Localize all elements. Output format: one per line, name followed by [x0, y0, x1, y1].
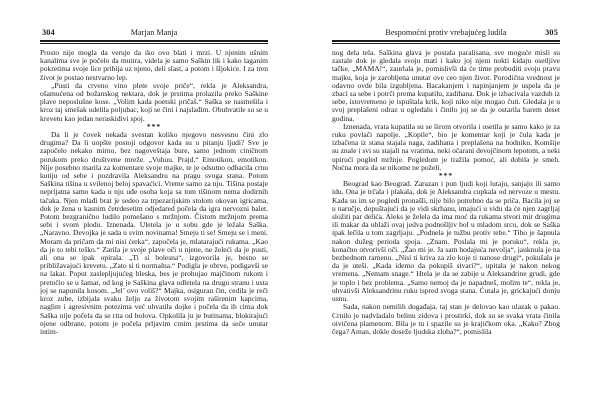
header-rule-left — [40, 40, 268, 44]
header-rule-right — [332, 40, 560, 44]
running-header-right: Bespomoćni protiv vrebajućeg ludila — [385, 28, 507, 37]
paragraph: Prosto nije mogla da veruje da iko ovo blati i mrzi. U njenim ušnim kanalima sve je počelo da mutira, videla je samo Saškin lik i kako laganim pokretima svoje lice pribija uz njeno, deli slast, a potom i šljokice. I za tren život je postao nestvarno lep. — [40, 48, 268, 82]
paragraph: Iznenada, vrata kupatila su se širom otvorila i osetila je samo kako je za ruku povlači napolje. „Kopile“, bio je komentar koji je čula kada je izbačena iz stana stajala naga, zadihana i preplašena na hodniku. Komšije su znale i svi su stajali na vratima, neki očarani devojčinom lepotom, a neki upirući pogled mržnje. Pogledom je tražila pomoć, ali dobila je smeh. Noćna mora da se nikome ne poželi. — [332, 121, 560, 172]
paragraph: nog dela tela. Saškina glava je postala paralisana, sve moguće misli su zastale dok je gledala svoju mati i kako joj njeni nokti kidaju osetljive tačke. „MAMA!“, zaurlala je, pomislivši da će time probuditi svoju pravu majku, koja je zarobljena unutar ove ceo njen život. Porodična vrednost je odavno ovde bila izgubljena. Bacakanjem i napinjanjem je uspela da je zbaci sa sebe i potrči prema kupatilu, zadihana. Dok je izbacivala vazduh iz sebe, istovremeno je ispuštala krik, koji niko nije mogao čuti. Gledala je u svoj preplašeni odraz u ogledalu i činilo joj se da je ostarila barem deset godina. — [332, 48, 560, 123]
section-separator: *** — [438, 171, 454, 181]
paragraph: Da li je čovek nekada svestan koliko njegovo nesvesno čini zlo drugima? Da li uopšte postoji odgovor kada su u pitanju ljudi? Sve je započelo nekako mirno, bez nagoveštaja bure, samo jednom ciničnom porukom preko društvene mreže. „Vuhuu. Prajd.“ Emotikon, emotikon. Nije posebno marila za komentare svoje majke, te je odsutno odbacila crnu kutiju od sebe i pozdravila Aleksandru na pragu svoga stana. Potom Saškina tišina u svilenoj beloj spavaćici. Vreme samo za nju. Tišina postaje neprijatna samo kada u nju uđe osoba koja sa tom tišinom nema dodirnih tačaka. Njen mlađi brat je sedeo za trpezarijskim stolom okovan igricama, dok je žena u kasnim četrdesetim odjedared počela da igra nervozni balet. Potom bezgranično ludilo pomešano s mržnjom. Čistom mržnjom prema sebi i svom plodu. Iznenada. Uletela je u sobu gde je ležala Saška. „Naravno. Devojka je sada u svim novinama! Smeju ti se! Smeju se i meni. Moram da pričam da mi nisi ćerka“, započela je, mlatarajući rukama. „Kao da je to tebi teško.“ Zarila je svoje plave oči u njene, ne želeći da je pusti, ali ona se ipak opirala. „Ti si bolesna“, izgovorila je, besno se približavajući krevetu. „Zato si ti normalna.“ Podigla je obrve, podigavši se na lakat. Poput zaslepljujućeg bleska, bes je prohujao majčinom rukom i pretočio se u šamar, od kog je Saškina glava odletela na drugu stranu i usta joj se napunila kosom. „Jel’ ovo voliš?“ Majka, osiguran čin, cedila je reči kroz zube, izbijala svaku želju za životom svojim raširenim kapcima, naglim i agresivnim potezima već uhvatila dojke i počela da ih cima dok Saška nije počela da se rita od bolova. Opkolila ju je butinama, blokirajući njene odbrane, potom je počela prljavim crnim prstima da seče unutar intim- — [40, 130, 268, 336]
page-number-left: 304 — [42, 28, 55, 37]
page-header-right — [332, 27, 560, 38]
page-body-left — [40, 49, 268, 336]
page-right — [332, 27, 560, 336]
section-separator: *** — [146, 121, 162, 131]
paragraph: Beograd kao Beograd. Zarazan i pun ljudi koji lutaju, sanjaju ili samo idu. Ona je trčala i plakala, dok je Aleksandra cupkala od nervoze u mestu. Kada su im se pogledi pronašli, nije bilo potrebno da se priča. Bacila joj se u naručje, dopuštajući da je vidi skrhanu, imajući u vidu da će njen zagrljaj složiti par delića. Aleks je želela da ima moć da rukama stvori mir drugima ili makar da ublaži ovaj jedva podnošljiv bol u mladom srcu, dok se Saška ipak lečila u tom zagrljaju. „Podnela je tužbu protiv tebe.“ Tiho je šapnula nakon dužeg perioda spoja. „Znam. Poslala mi je poruku“, rekla je, konačno otvorivši oči. „Žao mi je. Ja sam hodajuća nevolja“, jauknula je na bezbednom ramenu. „Nisi ti kriva za zlo koje ti nanose drugi“, pokušala je da je uteši. „Kada idemo da pokupiš stvari?“, upitala je nakon nekog vremena. „Nemam snage.“ Htela je da se zabije u Aleksandrine grudi, gde je toplo i bez problema. „Samo nemoj da je napadneš, molim te“, rekla je, uhvativši Aleksandrinu ruku ispred svoga stana. Ćutala je, grickajući donju usnu. — [332, 179, 560, 304]
page-header-left — [40, 27, 268, 38]
paragraph: Sada, nakon nemilih događaja, taj stan je delovao kao ulazak u pakao. Crnilo je nadvladalo belinu zidova i prostirki, dok su se svaka vrata činila oivičena plamenom. Bila je tu i spazile su je krajičkom oka. „Kako? Zbog čega? Aman, dokle doseže ljudska zloba?“, pomislila — [332, 302, 560, 336]
page-number-right: 305 — [545, 28, 558, 37]
paragraph: „Pusti da crveno vino plete svoje priče“, rekla je Aleksandra, ošamućena od božanskog nektara, dok je prstima prolazila preko Saškine plave neposlušne kose. „Volim kada poetski pričaš.“ Saška se nasmešila i kroz taj smešak udelila poljubac, koji se čini i najslađim. Obuhvatile su se u krevetu kao jedan neraskidivi spoj. — [40, 80, 268, 123]
page-left — [40, 27, 268, 336]
running-header-left: Marjan Manja — [130, 28, 178, 37]
page-body-right — [332, 49, 560, 336]
